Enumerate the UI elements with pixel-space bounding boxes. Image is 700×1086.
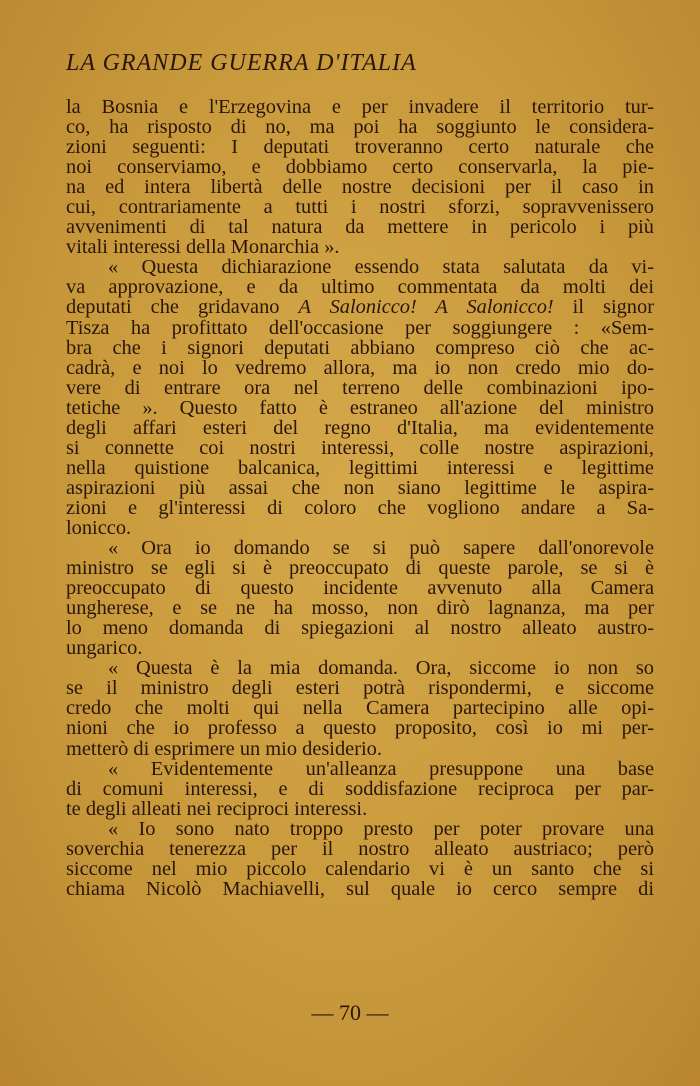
text-line: se il ministro degli esteri potrà rispondermi, e siccome	[66, 677, 654, 700]
text-line: va approvazione, e da ultimo commentata da molti dei	[66, 276, 654, 299]
text-line: tetiche ». Questo fatto è estraneo all'azione del ministro	[66, 396, 654, 419]
text-line: « Evidentemente un'alleanza presuppone una base	[108, 757, 654, 780]
text-line: vitali interessi della Monarchia ».	[66, 236, 340, 259]
body-text	[66, 97, 654, 899]
text-line: vere di entrare ora nel terreno delle combinazioni ipo-	[66, 376, 654, 399]
text-line: na ed intera libertà delle nostre decisioni per il caso in	[66, 176, 654, 199]
text-line: chiama Nicolò Machiavelli, sul quale io cerco sempre di	[66, 877, 654, 900]
text-line: noi conserviamo, e dobbiamo certo conservarla, la pie-	[66, 156, 654, 179]
text-line: « Questa dichiarazione essendo stata salutata da vi-	[108, 256, 654, 279]
text-line: degli affari esteri del regno d'Italia, ma evidentemente	[66, 416, 654, 439]
text-line: nella quistione balcanica, legittimi interessi e legittime	[66, 456, 654, 479]
text-line: « Io sono nato troppo presto per poter provare una	[108, 817, 654, 840]
text-line: ministro se egli si è preoccupato di queste parole, se si è	[66, 557, 654, 580]
text-line: Tisza ha profittato dell'occasione per soggiungere : «Sem-	[66, 316, 654, 339]
text-line: avvenimenti di tal natura da mettere in pericolo i più	[66, 216, 654, 239]
text-line: soverchia tenerezza per il nostro alleato austriaco; però	[66, 837, 654, 860]
text-line: metterò di esprimere un mio desiderio.	[66, 737, 382, 760]
text-line: siccome nel mio piccolo calendario vi è un santo che si	[66, 857, 654, 880]
text-line: lonicco.	[66, 516, 132, 539]
text-line: aspirazioni più assai che non siano legittime le aspira-	[66, 476, 654, 499]
text-line: « Questa è la mia domanda. Ora, siccome io non so	[108, 657, 654, 680]
text-line: zioni seguenti: I deputati troveranno certo naturale che	[66, 136, 654, 159]
text-line: cui, contrariamente a tutti i nostri sforzi, sopravvenissero	[66, 196, 654, 219]
text-line: zioni e gl'interessi di coloro che vogliono andare a Sa-	[66, 496, 654, 519]
text-line: co, ha risposto di no, ma poi ha soggiunto le considera-	[66, 116, 654, 139]
text-line: lo meno domanda di spiegazioni al nostro alleato austro-	[66, 617, 654, 640]
text-line: deputati che gridavano A Salonicco! A Salonicco! il signor	[66, 296, 654, 319]
text-line: cadrà, e noi lo vedremo allora, ma io non credo mio do-	[66, 356, 654, 379]
text-line: la Bosnia e l'Erzegovina e per invadere il territorio tur-	[66, 96, 654, 118]
page-number: — 70 —	[311, 1000, 389, 1025]
text-line: « Ora io domando se si può sapere dall'onorevole	[108, 537, 654, 560]
text-line: nioni che io professo a questo proposito, così io mi per-	[66, 717, 654, 740]
running-title: LA GRANDE GUERRA D'ITALIA	[66, 50, 417, 76]
text-line: si connette coi nostri interessi, colle nostre aspirazioni,	[66, 436, 654, 459]
text-line: preoccupato di questo incidente avvenuto alla Camera	[66, 577, 654, 600]
text-line: te degli alleati nei reciproci interessi.	[66, 797, 368, 820]
text-line: di comuni interessi, e di soddisfazione reciproca per par-	[66, 777, 654, 800]
text-line: ungarico.	[66, 637, 143, 660]
text-line: bra che i signori deputati abbiano compreso ciò che ac-	[66, 336, 654, 359]
text-line: credo che molti qui nella Camera partecipino alle opi-	[66, 697, 654, 720]
text-line: ungherese, e se ne ha mosso, non dirò lagnanza, ma per	[66, 597, 654, 620]
